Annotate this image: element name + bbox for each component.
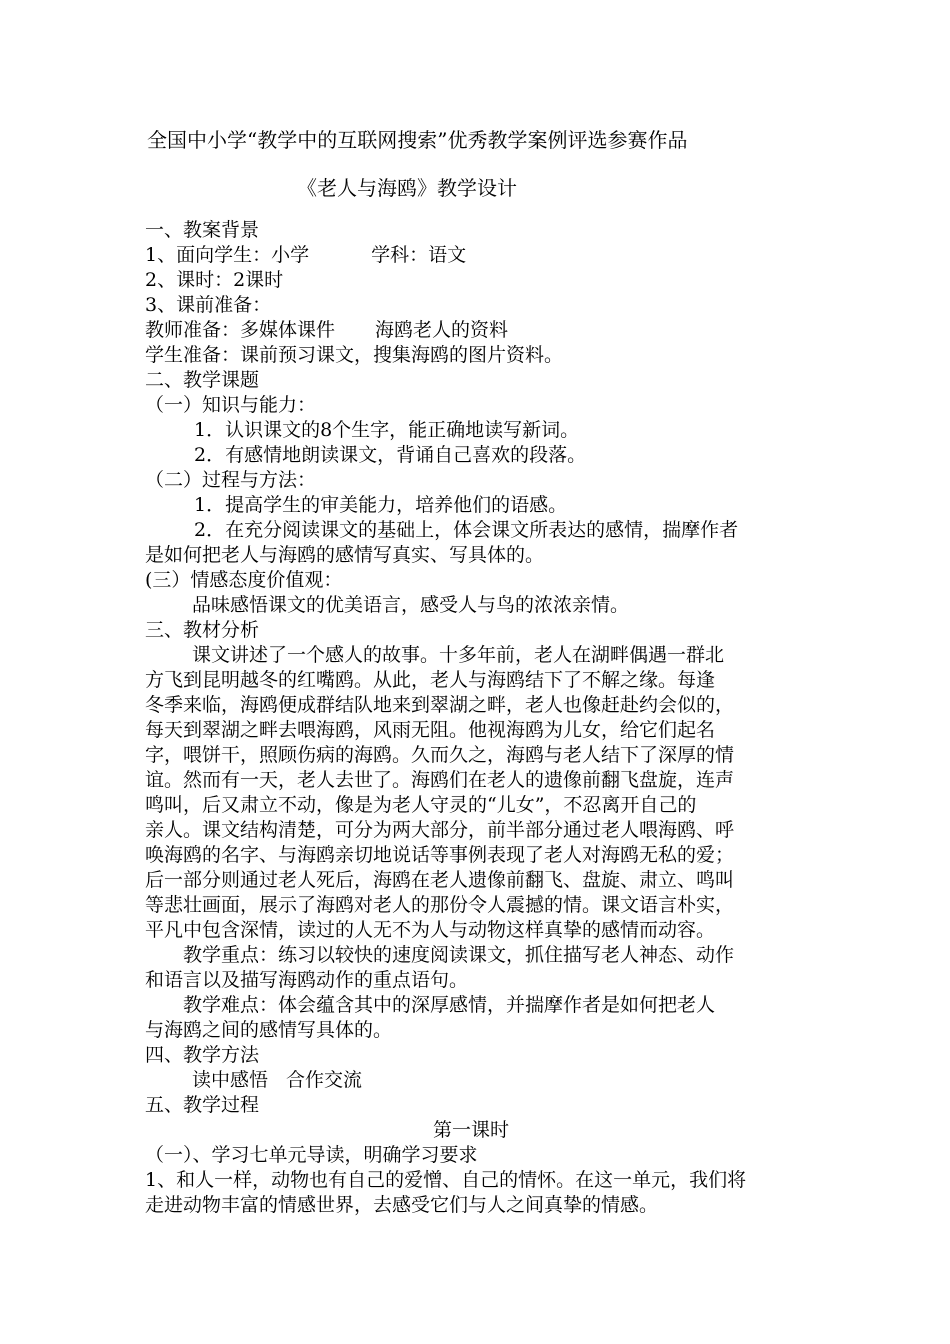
teaching-focus-a: 教学重点：练习以较快的速度阅读课文，抓住描写老人神态、动作 xyxy=(183,944,735,966)
analysis-paragraph-line: 冬季来临，海鸥便成群结队地来到翠湖之畔，老人也像赶赴约会似的， xyxy=(145,694,735,716)
target-students-line xyxy=(145,243,825,267)
section-heading-method: 四、教学方法 xyxy=(145,1044,260,1066)
preparation-heading: 3、课前准备： xyxy=(145,294,272,316)
teaching-difficulty-b: 与海鸥之间的感情写具体的。 xyxy=(145,1019,393,1041)
teaching-difficulty-a: 教学难点：体会蕴含其中的深厚感情，并揣摩作者是如何把老人 xyxy=(183,994,716,1016)
objective-process-2a: 2．在充分阅读课文的基础上，体会课文所表达的感情，揣摩作者 xyxy=(194,519,739,541)
lesson-title: 第一课时 xyxy=(433,1119,510,1141)
analysis-paragraph-line: 亲人。课文结构清楚，可分为两大部分，前半部分通过老人喂海鸥、呼 xyxy=(145,819,735,841)
method-reading: 读中感悟 xyxy=(192,1069,269,1091)
section-heading-analysis: 三、教材分析 xyxy=(145,619,260,641)
analysis-paragraph-line: 课文讲述了一个感人的故事。十多年前，老人在湖畔偶遇一群北 xyxy=(192,644,725,666)
teacher-preparation: 教师准备：多媒体课件 xyxy=(145,319,336,341)
objective-emotion-1: 品味感悟课文的优美语言，感受人与鸟的浓浓亲情。 xyxy=(192,594,630,616)
teacher-preparation-line xyxy=(145,318,825,342)
process-step-text-a: 1、和人一样，动物也有自己的爱憎、自己的情怀。在这一单元，我们将 xyxy=(145,1169,747,1191)
teaching-methods-line xyxy=(192,1068,872,1092)
teacher-materials: 海鸥老人的资料 xyxy=(375,319,509,341)
contest-title: 全国中小学“教学中的互联网搜索”优秀教学案例评选参赛作品 xyxy=(147,128,688,152)
analysis-paragraph-line: 每天到翠湖之畔去喂海鸥，风雨无阻。他视海鸥为儿女，给它们起名 xyxy=(145,719,716,741)
subject: 学科：语文 xyxy=(371,244,467,266)
objective-process-heading: （二）过程与方法： xyxy=(145,469,317,491)
section-heading-background: 一、教案背景 xyxy=(145,219,260,241)
analysis-paragraph-line: 鸣叫，后又肃立不动，像是为老人守灵的“儿女”，不忍离开自己的 xyxy=(145,794,697,816)
objective-knowledge-2: 2．有感情地朗读课文，背诵自己喜欢的段落。 xyxy=(194,444,587,466)
objective-process-2b: 是如何把老人与海鸥的感情写真实、写具体的。 xyxy=(145,544,545,566)
analysis-paragraph-line: 唤海鸥的名字、与海鸥亲切地说话等事例表现了老人对海鸥无私的爱； xyxy=(145,844,735,866)
objective-knowledge-heading: （一）知识与能力： xyxy=(145,394,317,416)
page-title: 《老人与海鸥》教学设计 xyxy=(297,176,517,200)
section-heading-process: 五、教学过程 xyxy=(145,1094,260,1116)
section-heading-topic: 二、教学课题 xyxy=(145,369,260,391)
student-preparation: 学生准备：课前预习课文，搜集海鸥的图片资料。 xyxy=(145,344,564,366)
objective-knowledge-1: 1．认识课文的8个生字，能正确地读写新词。 xyxy=(194,419,580,441)
objective-process-1: 1．提高学生的审美能力，培养他们的语感。 xyxy=(194,494,568,516)
target-students: 1、面向学生：小学 xyxy=(145,244,310,266)
analysis-paragraph-line: 方飞到昆明越冬的红嘴鸥。从此，老人与海鸥结下了不解之缘。每逢 xyxy=(145,669,716,691)
process-step-text-b: 走进动物丰富的情感世界，去感受它们与人之间真挚的情感。 xyxy=(145,1194,659,1216)
analysis-paragraph-line: 平凡中包含深情，读过的人无不为人与动物这样真挚的感情而动容。 xyxy=(145,919,716,941)
analysis-paragraph-line: 字，喂饼干，照顾伤病的海鸥。久而久之，海鸥与老人结下了深厚的情 xyxy=(145,744,735,766)
analysis-paragraph-line: 后一部分则通过老人死后，海鸥在老人遗像前翻飞、盘旋、肃立、鸣叫 xyxy=(145,869,735,891)
class-hours: 2、课时：2课时 xyxy=(145,269,284,291)
method-cooperation: 合作交流 xyxy=(286,1069,363,1091)
process-step-heading: （一）、学习七单元导读，明确学习要求 xyxy=(145,1144,478,1166)
teaching-focus-b: 和语言以及描写海鸥动作的重点语句。 xyxy=(145,969,469,991)
objective-emotion-heading: (三）情感态度价值观： xyxy=(145,569,343,591)
analysis-paragraph-line: 等悲壮画面，展示了海鸥对老人的那份令人震撼的情。课文语言朴实， xyxy=(145,894,735,916)
analysis-paragraph-line: 谊。然而有一天，老人去世了。海鸥们在老人的遗像前翻飞盘旋，连声 xyxy=(145,769,735,791)
